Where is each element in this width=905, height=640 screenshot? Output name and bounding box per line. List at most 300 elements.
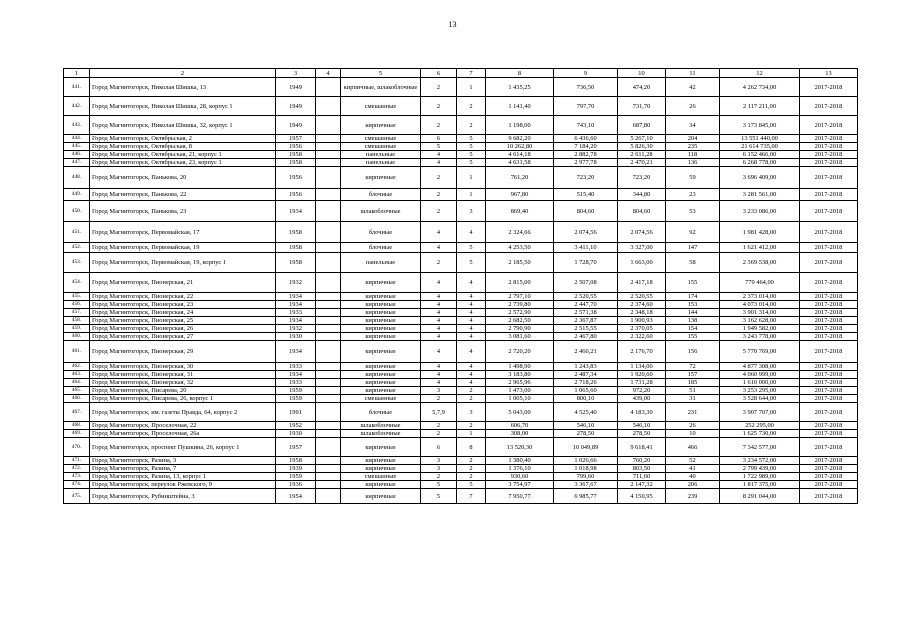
living-area-cell: 2 520,55 [554,293,618,301]
total-area-cell: 967,80 [486,189,554,201]
col4-cell [316,363,341,371]
col4-cell [316,253,341,273]
address-cell: Город Магнитогорск, Октябрьская, 2 [90,135,276,143]
entrances-cell: 4 [457,222,486,243]
cost-cell: 1 949 582,00 [720,325,800,333]
table-row [64,422,858,430]
table-row [64,341,858,363]
residential-area-cell: 1 900,93 [618,317,666,325]
row-number: 467. [64,403,90,422]
material-cell: кирпичные [341,363,421,371]
living-area-cell: 2 074,56 [554,222,618,243]
row-number: 453. [64,253,90,273]
residential-area-cell: 3 327,00 [618,243,666,253]
period-cell: 2017-2018 [800,293,858,301]
table-row [64,116,858,135]
entrances-cell: 2 [457,97,486,116]
col4-cell [316,167,341,189]
col4-cell [316,422,341,430]
residential-area-cell: 760,20 [618,457,666,465]
residential-area-cell: 2 520,55 [618,293,666,301]
entrances-cell: 1 [457,189,486,201]
residents-cell: 231 [666,403,720,422]
period-cell: 2017-2018 [800,387,858,395]
table-row [64,201,858,222]
col4-cell [316,143,341,151]
entrances-cell: 4 [457,341,486,363]
living-area-cell: 2 367,87 [554,317,618,325]
entrances-cell: 4 [457,317,486,325]
year-cell: 1958 [276,457,316,465]
period-cell: 2017-2018 [800,371,858,379]
period-cell: 2017-2018 [800,222,858,243]
row-number: 452. [64,243,90,253]
row-number: 464. [64,379,90,387]
material-cell: кирпичные [341,371,421,379]
period-cell: 2017-2018 [800,143,858,151]
residents-cell: 58 [666,253,720,273]
residents-cell: 42 [666,78,720,97]
total-area-cell: 3 183,80 [486,371,554,379]
cost-cell: 3 162 628,00 [720,317,800,325]
row-number: 459. [64,325,90,333]
year-cell: 1933 [276,363,316,371]
address-cell: Город Магнитогорск, Октябрьская, 21, корпус 1 [90,151,276,159]
residents-cell: 59 [666,167,720,189]
year-cell: 1958 [276,159,316,167]
floors-cell: 4 [421,341,457,363]
table-row [64,481,858,489]
living-area-cell: 2 882,78 [554,151,618,159]
table-row [64,430,858,438]
residential-area-cell: 5 267,10 [618,135,666,143]
residents-cell: 155 [666,333,720,341]
address-cell: Город Магнитогорск, переулок Ржевского, 9 [90,481,276,489]
floors-cell: 4 [421,159,457,167]
material-cell: шлакоблочные [341,430,421,438]
period-cell: 2017-2018 [800,422,858,430]
living-area-cell: 278,50 [554,430,618,438]
residential-area-cell: 731,70 [618,97,666,116]
col4-cell [316,135,341,143]
entrances-cell: 3 [457,403,486,422]
row-number: 470. [64,438,90,457]
residents-cell: 147 [666,243,720,253]
row-number: 449. [64,189,90,201]
year-cell: 1949 [276,116,316,135]
period-cell: 2017-2018 [800,489,858,504]
address-cell: Город Магнитогорск, Пионерская, 26 [90,325,276,333]
material-cell: шлакоблочные [341,201,421,222]
column-header: 5 [341,69,421,78]
material-cell: панельные [341,253,421,273]
living-area-cell: 515,40 [554,189,618,201]
table-row [64,97,858,116]
row-number: 446. [64,151,90,159]
residents-cell: 72 [666,363,720,371]
col4-cell [316,243,341,253]
year-cell: 1957 [276,135,316,143]
cost-cell: 1 610 000,00 [720,379,800,387]
total-area-cell: 2 739,80 [486,301,554,309]
cost-cell: 1 722 989,00 [720,473,800,481]
period-cell: 2017-2018 [800,341,858,363]
entrances-cell: 5 [457,151,486,159]
living-area-cell: 723,20 [554,167,618,189]
living-area-cell: 1 018,98 [554,465,618,473]
cost-cell: 3 696 409,00 [720,167,800,189]
residents-cell: 239 [666,489,720,504]
col4-cell [316,430,341,438]
row-number: 462. [64,363,90,371]
residents-cell: 34 [666,116,720,135]
total-area-cell: 4 631,58 [486,159,554,167]
col4-cell [316,489,341,504]
total-area-cell: 3 754,97 [486,481,554,489]
row-number: 442. [64,97,90,116]
cost-cell: 7 342 577,00 [720,438,800,457]
cost-cell: 252 295,00 [720,422,800,430]
material-cell: кирпичные [341,457,421,465]
table-row [64,159,858,167]
total-area-cell: 4 614,18 [486,151,554,159]
table-row [64,395,858,403]
year-cell: 1956 [276,143,316,151]
header-row [64,69,858,78]
year-cell: 1933 [276,379,316,387]
entrances-cell: 2 [457,473,486,481]
floors-cell: 5 [421,489,457,504]
period-cell: 2017-2018 [800,438,858,457]
row-number: 455. [64,293,90,301]
residential-area-cell: 439,00 [618,395,666,403]
living-area-cell: 10 049,89 [554,438,618,457]
residential-area-cell: 2 176,70 [618,341,666,363]
floors-cell: 6 [421,438,457,457]
total-area-cell: 1 380,40 [486,457,554,465]
floors-cell: 4 [421,325,457,333]
period-cell: 2017-2018 [800,481,858,489]
living-area-cell: 2 447,70 [554,301,618,309]
year-cell: 1957 [276,438,316,457]
residents-cell: 118 [666,151,720,159]
column-header: 6 [421,69,457,78]
material-cell: панельные [341,159,421,167]
housing-table [63,68,858,504]
column-header: 3 [276,69,316,78]
cost-cell: 2 117 211,00 [720,97,800,116]
floors-cell: 2 [421,78,457,97]
total-area-cell: 1 473,00 [486,387,554,395]
row-number: 474. [64,481,90,489]
total-area-cell: 869,40 [486,201,554,222]
row-number: 463. [64,371,90,379]
row-number: 451. [64,222,90,243]
entrances-cell: 8 [457,438,486,457]
address-cell: Город Магнитогорск, Пионерская, 25 [90,317,276,325]
material-cell: блочные [341,189,421,201]
year-cell: 1934 [276,371,316,379]
material-cell: кирпичные [341,489,421,504]
table-row [64,473,858,481]
row-number: 466. [64,395,90,403]
residential-area-cell: 2 322,60 [618,333,666,341]
address-cell: Город Магнитогорск, Пионерская, 29 [90,341,276,363]
residential-area-cell: 723,20 [618,167,666,189]
col4-cell [316,438,341,457]
cost-cell: 3 243 778,00 [720,333,800,341]
cost-cell: 4 877 308,00 [720,363,800,371]
floors-cell: 2 [421,167,457,189]
living-area-cell: 799,60 [554,473,618,481]
address-cell: Город Магнитогорск, Разина, 7 [90,465,276,473]
col4-cell [316,317,341,325]
entrances-cell: 5 [457,135,486,143]
material-cell: шлакоблочные [341,422,421,430]
table-row [64,489,858,504]
entrances-cell: 1 [457,167,486,189]
living-area-cell: 2 487,34 [554,371,618,379]
table-row [64,333,858,341]
address-cell: Город Магнитогорск, Октябрьская, 23, корпус 1 [90,159,276,167]
material-cell: кирпичные [341,379,421,387]
page-number: 13 [448,20,457,29]
column-header: 8 [486,69,554,78]
period-cell: 2017-2018 [800,201,858,222]
total-area-cell: 9 682,20 [486,135,554,143]
table-row [64,363,858,371]
entrances-cell: 2 [457,465,486,473]
year-cell: 1932 [276,273,316,293]
residents-cell: 40 [666,473,720,481]
material-cell: кирпичные [341,465,421,473]
material-cell: кирпичные [341,341,421,363]
address-cell: Город Магнитогорск, Октябрьская, 8 [90,143,276,151]
living-area-cell: 2 460,21 [554,341,618,363]
col4-cell [316,395,341,403]
cost-cell: 3 253 295,00 [720,387,800,395]
period-cell: 2017-2018 [800,395,858,403]
address-cell: Город Магнитогорск, Панькова, 22 [90,189,276,201]
total-area-cell: 3 081,60 [486,333,554,341]
total-area-cell: 606,70 [486,422,554,430]
residential-area-cell: 2 074,56 [618,222,666,243]
entrances-cell: 2 [457,395,486,403]
row-number: 447. [64,159,90,167]
cost-cell: 4 060 999,00 [720,371,800,379]
address-cell: Город Магнитогорск, Первомайская, 17 [90,222,276,243]
residents-cell: 52 [666,457,720,465]
address-cell: Город Магнитогорск, Пионерская, 31 [90,371,276,379]
total-area-cell: 761,20 [486,167,554,189]
table-row [64,317,858,325]
year-cell: 1956 [276,189,316,201]
living-area-cell: 743,10 [554,116,618,135]
row-number: 456. [64,301,90,309]
cost-cell: 1 621 412,00 [720,243,800,253]
table-row [64,167,858,189]
address-cell: Город Магнитогорск, Пионерская, 32 [90,379,276,387]
period-cell: 2017-2018 [800,253,858,273]
residents-cell: 156 [666,341,720,363]
residents-cell: 466 [666,438,720,457]
row-number: 472. [64,465,90,473]
material-cell: кирпичные [341,438,421,457]
address-cell: Город Магнитогорск, Пионерская, 24 [90,309,276,317]
period-cell: 2017-2018 [800,189,858,201]
column-header: 1 [64,69,90,78]
row-number: 460. [64,333,90,341]
residential-area-cell: 2 370,05 [618,325,666,333]
material-cell: кирпичные [341,167,421,189]
residents-cell: 41 [666,465,720,473]
table-row [64,325,858,333]
cost-cell: 1 981 428,00 [720,222,800,243]
residential-area-cell: 5 826,30 [618,143,666,151]
floors-cell: 4 [421,293,457,301]
residents-cell: 154 [666,325,720,333]
floors-cell: 2 [421,201,457,222]
material-cell: кирпичные [341,293,421,301]
entrances-cell: 1 [457,430,486,438]
column-header: 2 [90,69,276,78]
entrances-cell: 2 [457,387,486,395]
year-cell: 1956 [276,167,316,189]
material-cell: кирпичные [341,387,421,395]
cost-cell: 3 234 572,00 [720,457,800,465]
row-number: 450. [64,201,90,222]
period-cell: 2017-2018 [800,317,858,325]
living-area-cell: 4 525,40 [554,403,618,422]
year-cell: 1936 [276,481,316,489]
floors-cell: 4 [421,371,457,379]
cost-cell: 2 799 439,00 [720,465,800,473]
year-cell: 1934 [276,341,316,363]
total-area-cell: 2 324,66 [486,222,554,243]
row-number: 454. [64,273,90,293]
entrances-cell: 4 [457,379,486,387]
residential-area-cell: 278,50 [618,430,666,438]
table-row [64,253,858,273]
year-cell: 1958 [276,253,316,273]
residential-area-cell: 803,50 [618,465,666,473]
period-cell: 2017-2018 [800,97,858,116]
address-cell: Город Магнитогорск, Николая Шишка, 32, корпус 1 [90,116,276,135]
col4-cell [316,481,341,489]
year-cell: 1939 [276,465,316,473]
living-area-cell: 1 243,83 [554,363,618,371]
address-cell: Город Магнитогорск, Панькова, 23 [90,201,276,222]
living-area-cell: 800,10 [554,395,618,403]
year-cell: 1959 [276,387,316,395]
year-cell: 1958 [276,243,316,253]
address-cell: Город Магнитогорск, Пионерская, 30 [90,363,276,371]
address-cell: Город Магнитогорск, Пионерская, 23 [90,301,276,309]
row-number: 457. [64,309,90,317]
address-cell: Город Магнитогорск, им. газеты Правда, 64, корпус 2 [90,403,276,422]
period-cell: 2017-2018 [800,116,858,135]
residential-area-cell: 1 731,28 [618,379,666,387]
cost-cell: 2 369 538,00 [720,253,800,273]
floors-cell: 2 [421,422,457,430]
residents-cell: 153 [666,301,720,309]
floors-cell: 4 [421,333,457,341]
living-area-cell: 6 436,60 [554,135,618,143]
living-area-cell: 7 184,20 [554,143,618,151]
floors-cell: 3 [421,387,457,395]
floors-cell: 4 [421,222,457,243]
col4-cell [316,325,341,333]
row-number: 443. [64,116,90,135]
living-area-cell: 1 728,70 [554,253,618,273]
residential-area-cell: 2 611,28 [618,151,666,159]
material-cell: кирпичные, шлакоблочные [341,78,421,97]
cost-cell: 2 373 014,00 [720,293,800,301]
year-cell: 1930 [276,333,316,341]
row-number: 458. [64,317,90,325]
total-area-cell: 1 376,10 [486,465,554,473]
row-number: 448. [64,167,90,189]
material-cell: кирпичные [341,309,421,317]
residential-area-cell: 1 663,00 [618,253,666,273]
residents-cell: 206 [666,481,720,489]
col4-cell [316,189,341,201]
total-area-cell: 1 498,90 [486,363,554,371]
residential-area-cell: 711,60 [618,473,666,481]
total-area-cell: 2 185,50 [486,253,554,273]
living-area-cell: 546,10 [554,422,618,430]
floors-cell: 4 [421,363,457,371]
col4-cell [316,222,341,243]
table-row [64,243,858,253]
period-cell: 2017-2018 [800,135,858,143]
col4-cell [316,116,341,135]
period-cell: 2017-2018 [800,465,858,473]
row-number: 441. [64,78,90,97]
period-cell: 2017-2018 [800,78,858,97]
residents-cell: 155 [666,273,720,293]
table-row [64,371,858,379]
floors-cell: 4 [421,151,457,159]
material-cell: кирпичные [341,317,421,325]
period-cell: 2017-2018 [800,473,858,481]
col4-cell [316,371,341,379]
column-header: 9 [554,69,618,78]
col4-cell [316,465,341,473]
floors-cell: 2 [421,189,457,201]
residential-area-cell: 2 348,18 [618,309,666,317]
residents-cell: 157 [666,371,720,379]
material-cell: смешанные [341,143,421,151]
cost-cell: 3 281 561,00 [720,189,800,201]
floors-cell: 2 [421,473,457,481]
cost-cell: 3 528 644,00 [720,395,800,403]
material-cell: блочные [341,243,421,253]
entrances-cell: 2 [457,116,486,135]
material-cell: кирпичные [341,273,421,293]
floors-cell: 4 [421,243,457,253]
period-cell: 2017-2018 [800,301,858,309]
col4-cell [316,201,341,222]
table-row [64,379,858,387]
entrances-cell: 4 [457,273,486,293]
living-area-cell: 3 411,10 [554,243,618,253]
material-cell: смешанные [341,473,421,481]
table-row [64,457,858,465]
year-cell: 1954 [276,489,316,504]
floors-cell: 2 [421,253,457,273]
total-area-cell: 1 005,10 [486,395,554,403]
